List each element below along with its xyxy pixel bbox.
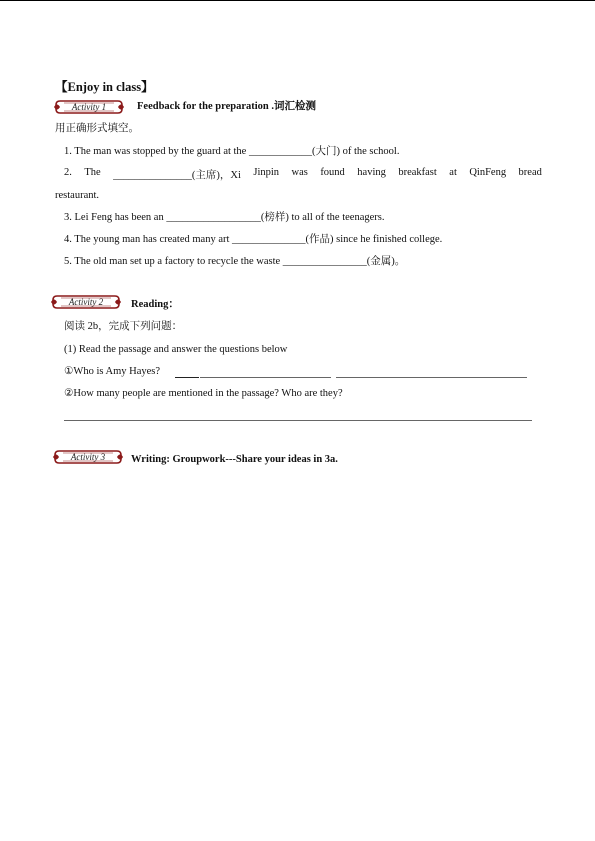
section-title: 【Enjoy in class】 bbox=[55, 80, 154, 94]
fill-item-2-word: breakfast bbox=[398, 167, 437, 178]
fill-item-3 bbox=[64, 211, 384, 225]
fill-item-3-post: (榜样) to all of the teenagers. bbox=[260, 212, 385, 223]
question-1-answer-line[interactable] bbox=[200, 377, 331, 378]
fill-item-2-word: was bbox=[291, 167, 308, 178]
fill-item-2-word: bread bbox=[518, 167, 542, 178]
fill-item-2-word: 2. bbox=[64, 167, 72, 178]
fill-item-2-word: found bbox=[320, 167, 345, 178]
fill-item-1-pre: 1. The man was stopped by the guard at the bbox=[64, 146, 249, 157]
activity-2-instruction: 阅读 2b，完成下列问题： bbox=[64, 321, 183, 332]
fill-item-2-blank[interactable]: _______________(主席)，Xi bbox=[113, 170, 241, 181]
question-2-answer-line[interactable] bbox=[64, 420, 532, 421]
activity-1-instruction: 用正确形式填空。 bbox=[55, 123, 139, 134]
fill-item-5 bbox=[64, 255, 405, 269]
fill-item-4-post: (作品) since he finished college. bbox=[305, 234, 443, 245]
activity-2-task: (1) Read the passage and answer the questions below bbox=[64, 344, 288, 355]
fill-item-2-word: having bbox=[357, 167, 386, 178]
fill-item-2-word: at bbox=[449, 167, 457, 178]
activity-1-heading: Feedback for the preparation .词汇检测 bbox=[137, 101, 316, 112]
activity-3-badge bbox=[53, 449, 123, 465]
top-border bbox=[0, 0, 595, 1]
fill-item-5-blank[interactable]: ________________ bbox=[282, 256, 367, 267]
fill-item-2-continuation: restaurant. bbox=[55, 190, 100, 201]
question-2: ②How many people are mentioned in the passage? Who are they? bbox=[64, 388, 343, 399]
fill-item-4-pre: 4. The young man has created many art bbox=[64, 234, 233, 245]
fill-item-2-word: Jinpin bbox=[253, 167, 280, 178]
fill-item-1 bbox=[64, 145, 399, 159]
fill-item-4 bbox=[64, 233, 442, 247]
activity-2-heading: Reading： bbox=[131, 299, 179, 310]
fill-item-4-blank[interactable]: ______________ bbox=[232, 234, 306, 245]
fill-item-2-word: QinFeng bbox=[469, 167, 507, 178]
question-1-answer-line-2[interactable] bbox=[336, 377, 527, 378]
activity-3-heading: Writing: Groupwork---Share your ideas in 3a. bbox=[131, 454, 338, 465]
fill-item-1-post: (大门) of the school. bbox=[311, 146, 400, 157]
fill-item-2-word: The bbox=[84, 167, 101, 178]
activity-1-badge-label: Activity 1 bbox=[71, 102, 107, 112]
activity-1-badge bbox=[54, 99, 124, 115]
fill-item-1-blank[interactable]: ____________ bbox=[248, 146, 312, 157]
activity-2-badge bbox=[51, 294, 121, 310]
activity-3-badge-label: Activity 3 bbox=[70, 452, 106, 462]
fill-item-5-pre: 5. The old man set up a factory to recycle the waste bbox=[64, 256, 283, 267]
fill-item-3-blank[interactable]: __________________ bbox=[166, 212, 261, 223]
fill-item-3-pre: 3. Lei Feng has been an bbox=[64, 212, 167, 223]
fill-item-2 bbox=[64, 167, 542, 182]
fill-item-5-post: (金属)。 bbox=[366, 256, 406, 267]
question-1-short-blank[interactable] bbox=[175, 377, 199, 378]
question-1: ①Who is Amy Hayes? bbox=[64, 366, 161, 377]
activity-2-badge-label: Activity 2 bbox=[68, 297, 104, 307]
